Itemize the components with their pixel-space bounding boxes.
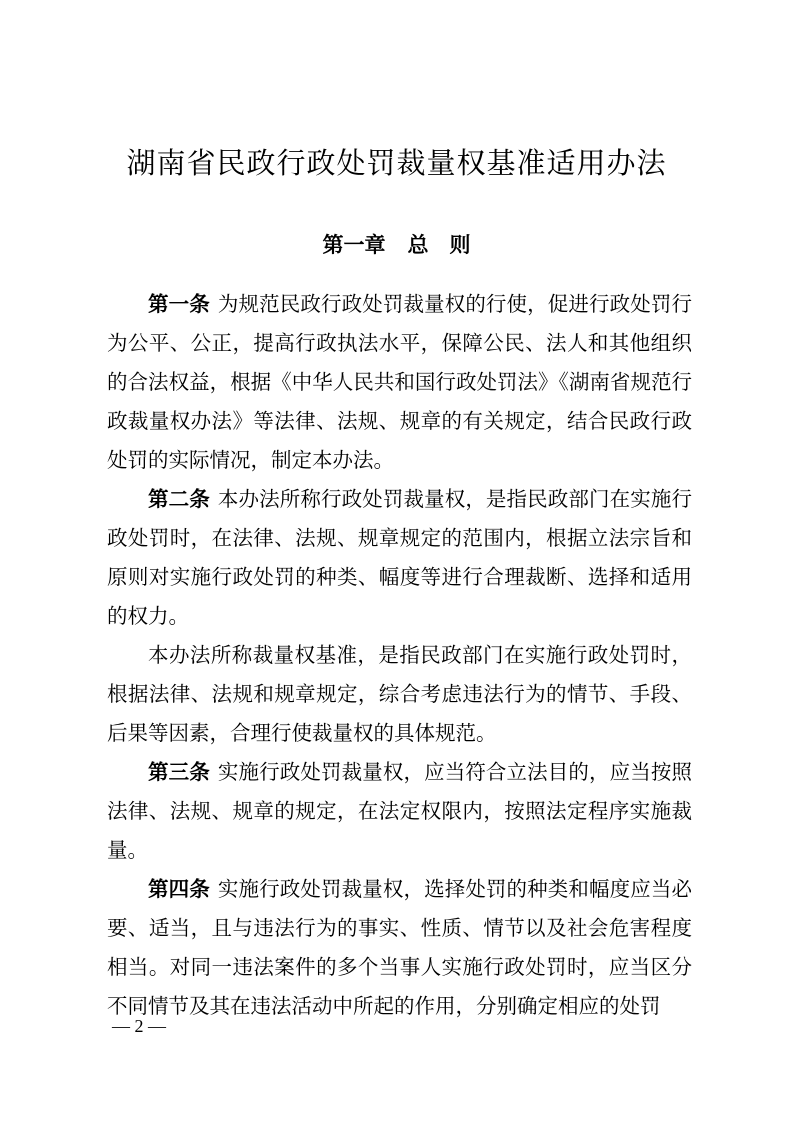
article-2-continuation-paragraph [107, 636, 692, 753]
article-text: 本办法所称行政处罚裁量权，是指民政部门在实施行政处罚时，在法律、法规、规章规定的范围内，根据立法宗旨和原则对实施行政处罚的种类、幅度等进行合理裁断、选择和适用的权力。 [107, 487, 693, 628]
article-1-paragraph [107, 285, 692, 480]
chapter-heading [0, 230, 793, 260]
chapter-label: 第一章 [322, 233, 386, 257]
article-label: 第一条 [148, 292, 210, 316]
article-text: 实施行政处罚裁量权，选择处罚的种类和幅度应当必要、适当，且与违法行为的事实、性质、情节以及社会危害程度相当。对同一违法案件的多个当事人实施行政处罚时，应当区分不同情节及其在违法活动中所起的作用，分别确定相应的处罚 [107, 877, 693, 1018]
article-text: 本办法所称裁量权基准，是指民政部门在实施行政处罚时，根据法律、法规和规章规定，综合考虑违法行为的情节、手段、后果等因素，合理行使裁量权的具体规范。 [107, 643, 692, 745]
document-body [107, 285, 692, 1026]
article-2-paragraph [107, 480, 692, 636]
chapter-name: 总 则 [407, 233, 471, 257]
article-4-paragraph [107, 870, 692, 1026]
article-3-paragraph [107, 753, 692, 870]
article-label: 第四条 [148, 877, 210, 901]
article-label: 第二条 [148, 487, 210, 511]
page-number: — 2 — [112, 1016, 166, 1036]
article-text: 为规范民政行政处罚裁量权的行使，促进行政处罚行为公平、公正，提高行政执法水平，保障公民、法人和其他组织的合法权益，根据《中华人民共和国行政处罚法》《湖南省规范行政裁量权办法》等法律、法规、规章的有关规定，结合民政行政处罚的实际情况，制定本办法。 [107, 292, 693, 472]
document-title: 湖南省民政行政处罚裁量权基准适用办法 [126, 146, 667, 180]
article-text: 实施行政处罚裁量权，应当符合立法目的，应当按照法律、法规、规章的规定，在法定权限内，按照法定程序实施裁量。 [107, 760, 693, 862]
article-label: 第三条 [148, 760, 210, 784]
